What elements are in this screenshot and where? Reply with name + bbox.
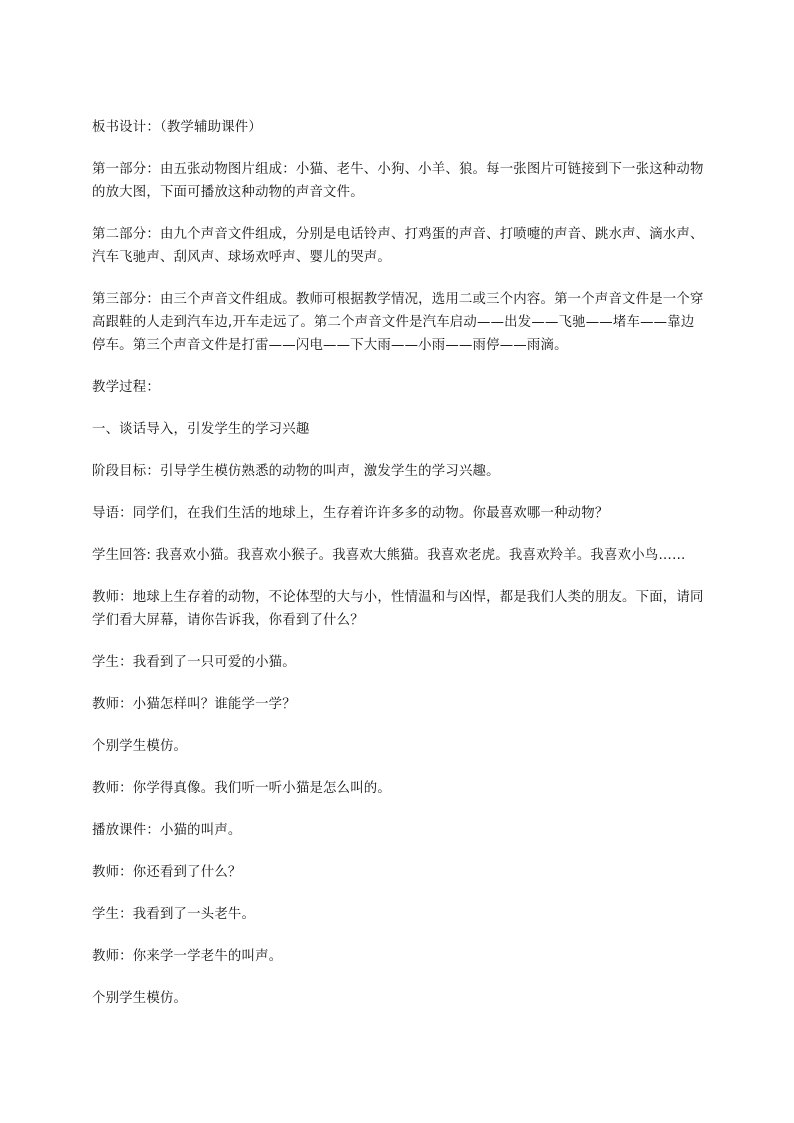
teacher-paragraph: 教师：地球上生存着的动物，不论体型的大与小，性情温和与凶悍，都是我们人类的朋友。下面，请同学们看大屏幕，请你告诉我，你看到了什么？ [92,590,704,628]
section-one-heading: 一、谈话导入，引发学生的学习兴趣 [92,422,310,437]
board-design-heading: 板书设计：（教学辅助课件） [92,120,262,135]
teacher-paragraph: 教师：你学得真像。我们听一听小猫是怎么叫的。 [92,781,391,796]
teaching-process-heading: 教学过程： [92,380,160,395]
teacher-paragraph: 教师：你还看到了什么？ [92,865,242,880]
student-imitation-paragraph: 个别学生模仿。 [92,739,188,754]
intro-paragraph: 导语：同学们，在我们生活的地球上，生存着许许多多的动物。你最喜欢哪一种动物？ [92,506,609,521]
part-two-paragraph: 第二部分：由九个声音文件组成，分别是电话铃声、打鸡蛋的声音、打喷嚏的声音、跳水声、滴水声、汽车飞驰声、刮风声、球场欢呼声、婴儿的哭声。 [92,227,704,265]
stage-goal-paragraph: 阶段目标：引导学生模仿熟悉的动物的叫声，激发学生的学习兴趣。 [92,464,500,479]
student-answer-paragraph: 学生回答: 我喜欢小猫。我喜欢小猴子。我喜欢大熊猫。我喜欢老虎。我喜欢羚羊。我喜欢小鸟…… [92,548,686,563]
part-three-paragraph: 第三部分：由三个声音文件组成。教师可根据教学情况，选用二或三个内容。第一个声音文件是一个穿高跟鞋的人走到汽车边,开车走远了。第二个声音文件是汽车启动——出发——飞驰——堵车——靠边停车。第三个声音文件是打雷——闪电——下大雨——小雨——雨停——雨滴。 [92,292,704,353]
play-courseware-paragraph: 播放课件：小猫的叫声。 [92,823,242,838]
student-imitation-paragraph: 个别学生模仿。 [92,991,188,1006]
document-body [92,116,704,1029]
student-paragraph: 学生：我看到了一头老牛。 [92,907,256,922]
teacher-paragraph: 教师：小猫怎样叫？谁能学一学？ [92,697,296,712]
student-paragraph: 学生：我看到了一只可爱的小猫。 [92,655,296,670]
teacher-paragraph: 教师：你来学一学老牛的叫声。 [92,949,283,964]
part-one-paragraph: 第一部分：由五张动物图片组成：小猫、老牛、小狗、小羊、狼。每一张图片可链接到下一张这种动物的放大图，下面可播放这种动物的声音文件。 [92,162,704,200]
